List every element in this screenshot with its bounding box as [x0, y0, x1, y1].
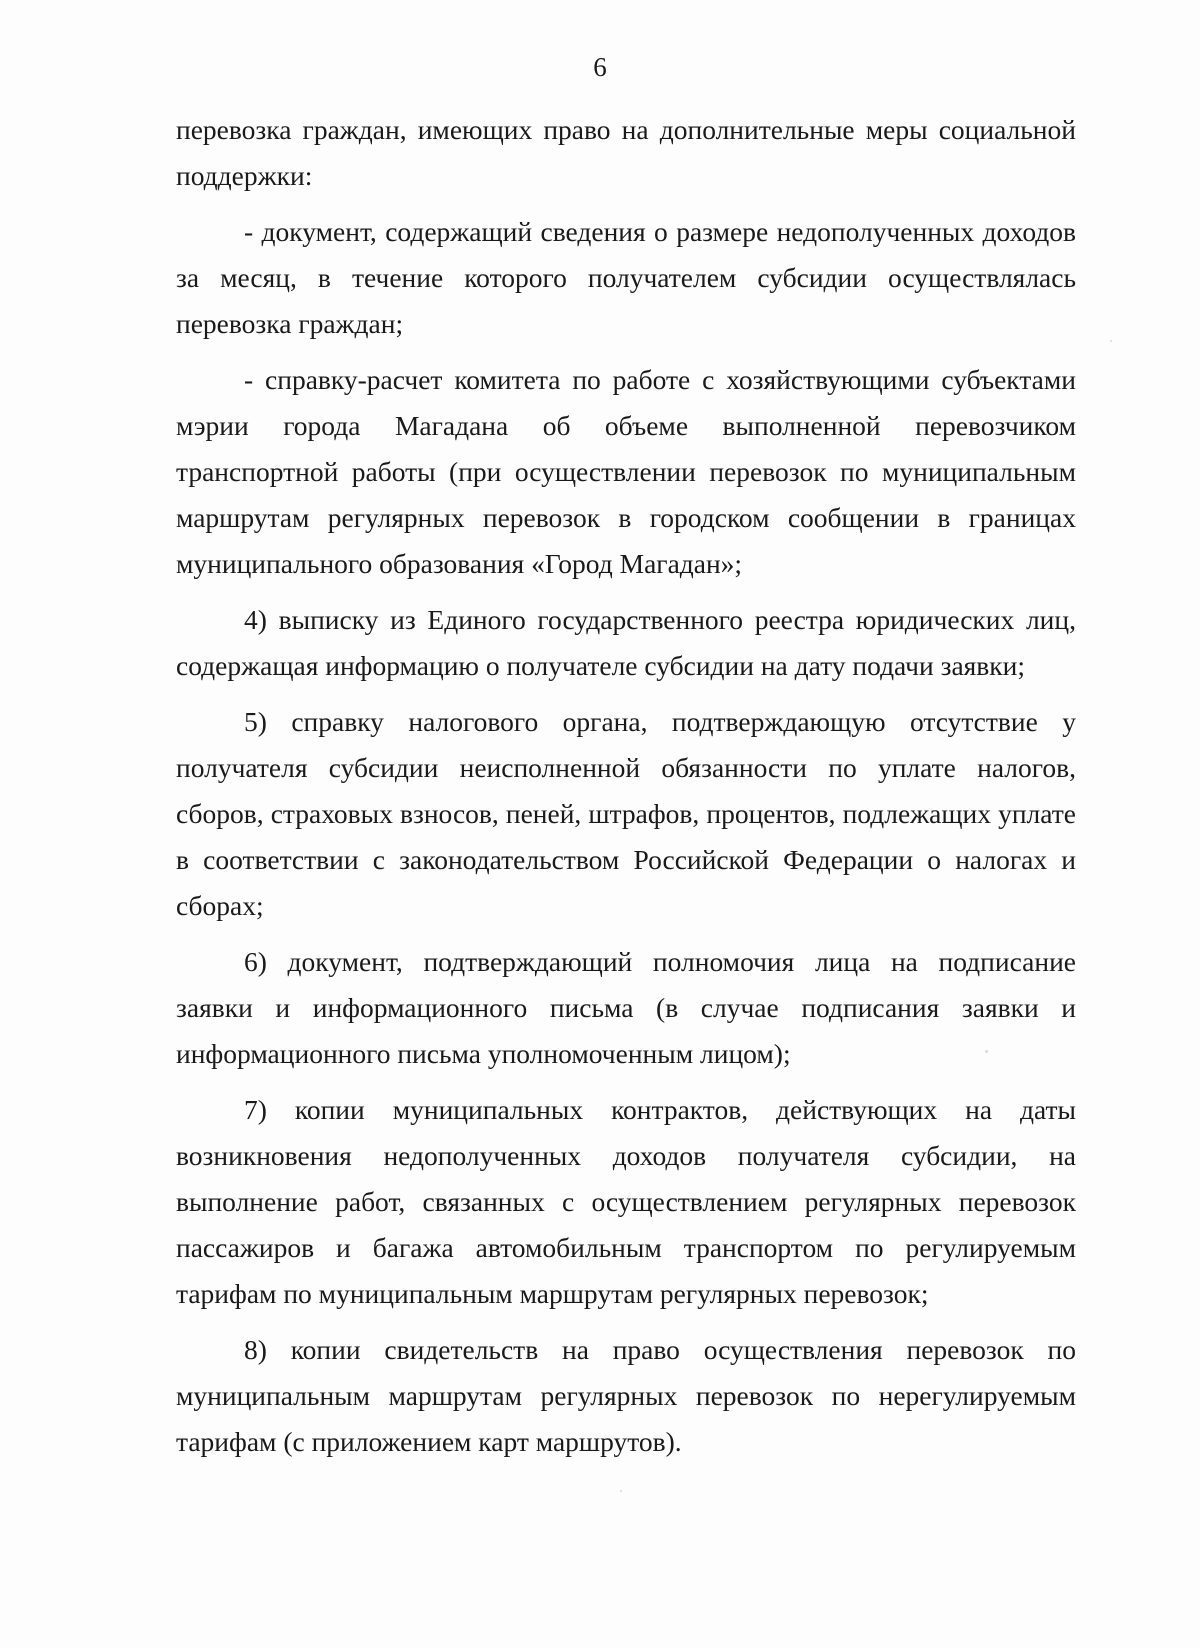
paragraph-income-document: - документ, содержащий сведения о размере недополученных доходов за месяц, в течение которого получателем субсидии осуществлялась перевозка граждан;	[176, 216, 1076, 339]
paragraph-item-4: 4) выписку из Единого государственного реестра юридических лиц, содержащая информацию о получателе субсидии на дату подачи заявки;	[176, 604, 1076, 681]
paragraph-item-5: 5) справку налогового органа, подтверждающую отсутствие у получателя субсидии неисполненной обязанности по уплате налогов, сборов, страховых взносов, пеней, штрафов, процентов, подлежащих уплате в соответствии с законодательством Российской Федерации о налогах и сборах;	[176, 706, 1076, 921]
paragraph-calculation-certificate: - справку-расчет комитета по работе с хозяйствующими субъектами мэрии города Магадана об объеме выполненной перевозчиком транспортной работы (при осуществлении перевозок по муниципальным маршрутам регулярных перевозок в городском сообщении в границах муниципального образования «Город Магадан»;	[176, 364, 1076, 579]
scan-speck	[1110, 340, 1112, 342]
document-body	[176, 107, 1076, 1465]
scan-speck	[985, 1050, 988, 1053]
page-number: 6	[593, 52, 607, 82]
paragraph-item-8: 8) копии свидетельств на право осуществления перевозок по муниципальным маршрутам регулярных перевозок по нерегулируемым тарифам (с приложением карт маршрутов).	[176, 1334, 1076, 1457]
scan-speck	[620, 1490, 622, 1492]
paragraph-continuation: перевозка граждан, имеющих право на дополнительные меры социальной поддержки:	[176, 114, 1076, 191]
paragraph-item-6: 6) документ, подтверждающий полномочия лица на подписание заявки и информационного письма (в случае подписания заявки и информационного письма уполномоченным лицом);	[176, 946, 1076, 1069]
paragraph-item-7: 7) копии муниципальных контрактов, действующих на даты возникновения недополученных доходов получателя субсидии, на выполнение работ, связанных с осуществлением регулярных перевозок пассажиров и багажа автомобильным транспортом по регулируемым тарифам по муниципальным маршрутам регулярных перевозок;	[176, 1094, 1076, 1309]
